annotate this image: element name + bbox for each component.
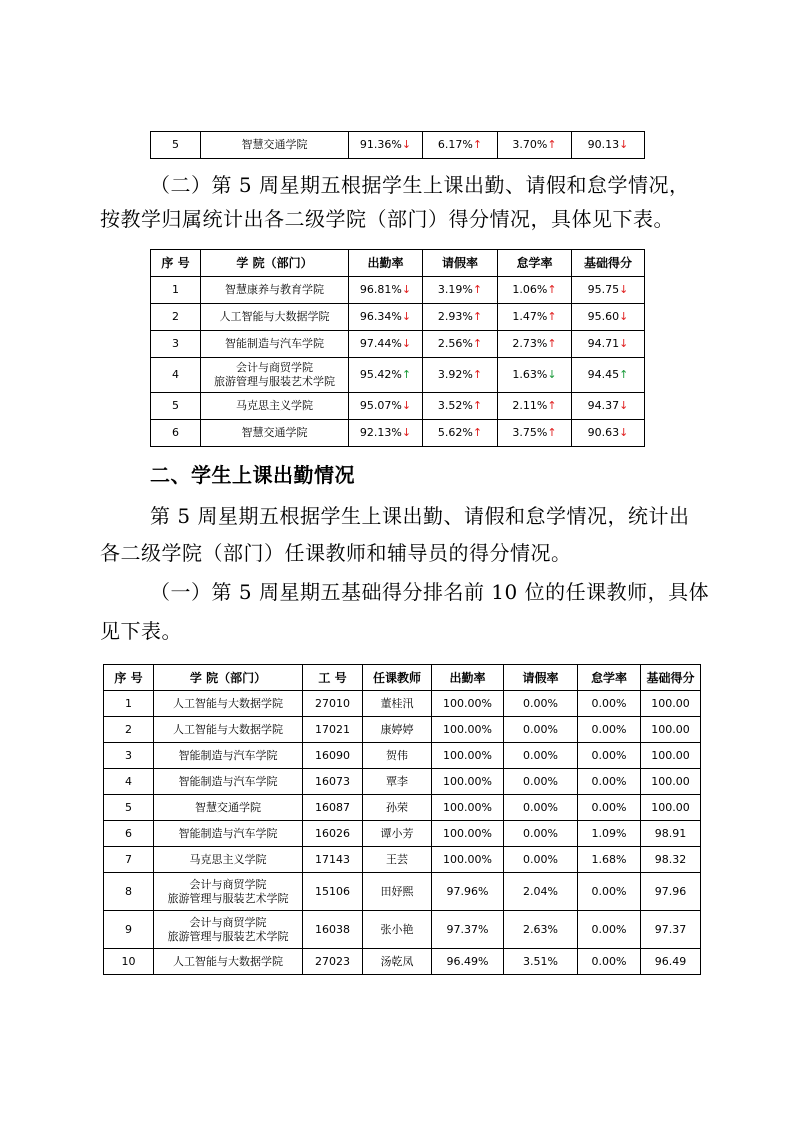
cell-truancy: 1.68% [578, 847, 641, 873]
teacher-score-table [103, 664, 701, 975]
cell-no: 1 [104, 691, 154, 717]
arrow-icon: ↓ [401, 310, 412, 323]
cell-truancy-value: 1.63% [512, 368, 548, 381]
cell-attendance-value: 97.44% [359, 337, 402, 350]
paragraph-teacher-intro-cont [100, 538, 572, 568]
cell-id: 17143 [303, 847, 363, 873]
cell-score: 98.32 [641, 847, 701, 873]
college-name-line: 旅游管理与服装艺术学院 [167, 891, 289, 905]
cell-id: 16038 [303, 911, 363, 949]
cell-no: 7 [104, 847, 154, 873]
cell-attendance: 100.00% [432, 717, 504, 743]
paragraph-line: 见下表。 [100, 619, 182, 643]
cell-score [572, 358, 645, 393]
cell-truancy: 0.00% [578, 743, 641, 769]
cell-no: 5 [104, 795, 154, 821]
table-row [151, 277, 645, 304]
cell-college [154, 743, 303, 769]
arrow-icon: ↑ [472, 368, 483, 381]
arrow-icon: ↑ [472, 310, 483, 323]
arrow-icon: ↑ [547, 283, 557, 296]
arrow-icon: ↓ [619, 426, 629, 439]
paragraph-top10 [150, 577, 709, 607]
cell-truancy-value: 1.47% [512, 310, 548, 323]
arrow-icon: ↑ [547, 138, 557, 151]
cell-no: 5 [151, 132, 201, 159]
arrow-icon: ↑ [547, 399, 557, 412]
cell-truancy: 0.00% [578, 691, 641, 717]
cell-no: 2 [104, 717, 154, 743]
arrow-icon: ↑ [619, 368, 629, 381]
cell-truancy [498, 420, 572, 447]
cell-leave: 3.51% [504, 949, 578, 975]
cell-no: 9 [104, 911, 154, 949]
cell-id: 16026 [303, 821, 363, 847]
college-name-line: 智慧康养与教育学院 [225, 283, 324, 296]
cell-attendance: 100.00% [432, 847, 504, 873]
paragraph-college-scores-cont [100, 204, 674, 234]
arrow-icon: ↓ [401, 426, 412, 439]
cell-score: 100.00 [641, 795, 701, 821]
table-row [104, 743, 701, 769]
cell-id: 27010 [303, 691, 363, 717]
table-row [151, 331, 645, 358]
header-leave: 请假率 [423, 250, 498, 277]
cell-leave [423, 304, 498, 331]
cell-id: 16073 [303, 769, 363, 795]
table-row [104, 911, 701, 949]
table-row [151, 358, 645, 393]
cell-no: 6 [151, 420, 201, 447]
cell-attendance-value: 91.36% [359, 138, 402, 151]
cell-college [154, 691, 303, 717]
cell-attendance-value: 92.13% [359, 426, 402, 439]
paragraph-line: 按教学归属统计出各二级学院（部门）得分情况，具体见下表。 [100, 207, 674, 231]
cell-leave: 0.00% [504, 717, 578, 743]
cell-no: 4 [151, 358, 201, 393]
cell-teacher: 王芸 [363, 847, 432, 873]
arrow-icon: ↑ [547, 310, 557, 323]
cell-leave: 0.00% [504, 769, 578, 795]
cell-truancy [498, 132, 572, 159]
header-leave: 请假率 [504, 665, 578, 691]
cell-attendance [349, 393, 423, 420]
arrow-icon: ↑ [472, 337, 483, 350]
cell-score [572, 331, 645, 358]
cell-id: 16090 [303, 743, 363, 769]
cell-attendance: 100.00% [432, 795, 504, 821]
cell-no: 6 [104, 821, 154, 847]
cell-id: 15106 [303, 873, 363, 911]
table-row [104, 691, 701, 717]
cell-teacher: 孙荣 [363, 795, 432, 821]
header-college: 学 院（部门） [154, 665, 303, 691]
cell-attendance: 100.00% [432, 769, 504, 795]
cell-score: 100.00 [641, 743, 701, 769]
cell-attendance: 96.49% [432, 949, 504, 975]
table-row [104, 795, 701, 821]
cell-attendance: 97.37% [432, 911, 504, 949]
cell-score [572, 277, 645, 304]
paragraph-line: 第 5 周星期五根据学生上课出勤、请假和怠学情况，统计出 [150, 504, 690, 528]
cell-no: 3 [104, 743, 154, 769]
cell-leave: 0.00% [504, 847, 578, 873]
cell-teacher: 田妤熙 [363, 873, 432, 911]
paragraph-top10-cont [100, 616, 182, 646]
cell-leave-value: 2.93% [437, 310, 473, 323]
college-name-line: 会计与商贸学院 [189, 877, 267, 891]
cell-college [201, 393, 349, 420]
cell-score [572, 393, 645, 420]
arrow-icon: ↓ [401, 399, 412, 412]
college-name-line: 会计与商贸学院 [189, 915, 267, 929]
table-row [151, 393, 645, 420]
college-name-line: 智慧交通学院 [195, 800, 261, 814]
paragraph-line: （一）第 5 周星期五基础得分排名前 10 位的任课教师，具体 [150, 580, 710, 604]
cell-teacher: 董桂汛 [363, 691, 432, 717]
cell-score: 96.49 [641, 949, 701, 975]
table-row [104, 717, 701, 743]
cell-score-value: 95.60 [587, 310, 620, 323]
arrow-icon: ↑ [472, 138, 483, 151]
cell-no: 2 [151, 304, 201, 331]
cell-score-value: 90.13 [587, 138, 620, 151]
cell-leave: 0.00% [504, 691, 578, 717]
cell-truancy-value: 1.06% [512, 283, 548, 296]
cell-teacher: 康婷婷 [363, 717, 432, 743]
cell-leave-value: 6.17% [437, 138, 473, 151]
cell-score-value: 94.45 [587, 368, 620, 381]
header-score: 基础得分 [641, 665, 701, 691]
college-name-line: 马克思主义学院 [236, 399, 313, 412]
college-name-line: 人工智能与大数据学院 [173, 954, 283, 968]
cell-attendance [349, 331, 423, 358]
arrow-icon: ↑ [472, 399, 483, 412]
cell-id: 27023 [303, 949, 363, 975]
cell-truancy: 0.00% [578, 717, 641, 743]
cell-score-value: 94.37 [587, 399, 620, 412]
cell-attendance: 100.00% [432, 691, 504, 717]
arrow-icon: ↓ [619, 337, 629, 350]
table-row [151, 132, 645, 159]
arrow-icon: ↓ [401, 283, 412, 296]
cell-leave [423, 420, 498, 447]
top-partial-table [150, 131, 645, 159]
cell-leave [423, 331, 498, 358]
cell-no: 4 [104, 769, 154, 795]
arrow-icon: ↑ [547, 426, 557, 439]
cell-leave: 0.00% [504, 795, 578, 821]
cell-score [572, 304, 645, 331]
cell-score: 100.00 [641, 717, 701, 743]
cell-truancy-value: 2.73% [512, 337, 548, 350]
cell-score [572, 420, 645, 447]
cell-truancy-value: 3.75% [512, 426, 548, 439]
table-row [104, 769, 701, 795]
cell-leave [423, 132, 498, 159]
college-score-table [150, 249, 645, 447]
paragraph-college-scores [150, 170, 689, 200]
cell-truancy [498, 304, 572, 331]
header-attendance: 出勤率 [432, 665, 504, 691]
college-name-line: 智能制造与汽车学院 [178, 774, 278, 788]
cell-no: 1 [151, 277, 201, 304]
cell-truancy [498, 358, 572, 393]
college-name-line: 智能制造与汽车学院 [178, 748, 278, 762]
college-name-line: 旅游管理与服装艺术学院 [214, 375, 335, 388]
paragraph-line: （二）第 5 周星期五根据学生上课出勤、请假和怠学情况， [150, 173, 690, 197]
arrow-icon: ↓ [619, 399, 629, 412]
arrow-icon: ↓ [547, 368, 557, 381]
cell-score: 97.96 [641, 873, 701, 911]
cell-attendance-value: 96.81% [359, 283, 402, 296]
cell-truancy: 0.00% [578, 795, 641, 821]
cell-college [154, 717, 303, 743]
arrow-icon: ↓ [619, 138, 629, 151]
college-name-line: 人工智能与大数据学院 [219, 310, 330, 323]
cell-score: 98.91 [641, 821, 701, 847]
header-truancy: 怠学率 [578, 665, 641, 691]
cell-attendance [349, 304, 423, 331]
cell-college [154, 795, 303, 821]
cell-no: 8 [104, 873, 154, 911]
cell-no: 5 [151, 393, 201, 420]
arrow-icon: ↑ [472, 426, 483, 439]
header-truancy: 怠学率 [498, 250, 572, 277]
cell-attendance: 97.96% [432, 873, 504, 911]
table-row [104, 821, 701, 847]
college-name-line: 人工智能与大数据学院 [173, 696, 283, 710]
cell-leave [423, 393, 498, 420]
college-name-line: 马克思主义学院 [189, 852, 267, 866]
cell-leave: 0.00% [504, 743, 578, 769]
header-id: 工 号 [303, 665, 363, 691]
cell-score [572, 132, 645, 159]
paragraph-line: 各二级学院（部门）任课教师和辅导员的得分情况。 [100, 541, 572, 565]
arrow-icon: ↑ [401, 368, 412, 381]
cell-college [154, 911, 303, 949]
arrow-icon: ↓ [401, 138, 412, 151]
cell-leave [423, 358, 498, 393]
header-attendance: 出勤率 [349, 250, 423, 277]
cell-leave: 2.63% [504, 911, 578, 949]
cell-truancy-value: 3.70% [512, 138, 548, 151]
cell-truancy: 1.09% [578, 821, 641, 847]
college-name-line: 会计与商贸学院 [236, 361, 313, 374]
cell-leave-value: 3.92% [437, 368, 473, 381]
cell-college [201, 331, 349, 358]
arrow-icon: ↓ [619, 310, 629, 323]
college-name-line: 人工智能与大数据学院 [173, 722, 283, 736]
cell-attendance [349, 358, 423, 393]
cell-attendance: 100.00% [432, 743, 504, 769]
header-no: 序 号 [151, 250, 201, 277]
table-row [104, 873, 701, 911]
cell-truancy: 0.00% [578, 949, 641, 975]
college-name-line: 智能制造与汽车学院 [178, 826, 278, 840]
cell-attendance-value: 95.42% [359, 368, 402, 381]
cell-leave: 0.00% [504, 821, 578, 847]
header-college: 学 院（部门） [201, 250, 349, 277]
college-name-line: 智慧交通学院 [241, 426, 308, 439]
cell-attendance-value: 95.07% [359, 399, 402, 412]
college-name-line: 旅游管理与服装艺术学院 [167, 929, 289, 943]
cell-leave-value: 3.19% [437, 283, 473, 296]
cell-college [201, 420, 349, 447]
cell-attendance-value: 96.34% [359, 310, 402, 323]
cell-teacher: 覃李 [363, 769, 432, 795]
arrow-icon: ↓ [619, 283, 629, 296]
cell-leave-value: 3.52% [437, 399, 473, 412]
table-row [104, 847, 701, 873]
cell-no: 10 [104, 949, 154, 975]
cell-leave-value: 5.62% [437, 426, 473, 439]
cell-teacher: 张小艳 [363, 911, 432, 949]
table-row [151, 304, 645, 331]
cell-college [154, 949, 303, 975]
arrow-icon: ↓ [401, 337, 412, 350]
cell-truancy: 0.00% [578, 769, 641, 795]
header-no: 序 号 [104, 665, 154, 691]
cell-college [201, 358, 349, 393]
cell-score-value: 90.63 [587, 426, 620, 439]
cell-teacher: 汤乾凤 [363, 949, 432, 975]
section-heading: 二、学生上课出勤情况 [150, 463, 355, 487]
college-name-line: 智慧交通学院 [241, 138, 308, 151]
cell-teacher: 贺伟 [363, 743, 432, 769]
header-score: 基础得分 [572, 250, 645, 277]
cell-leave [423, 277, 498, 304]
table-row [151, 420, 645, 447]
cell-attendance [349, 277, 423, 304]
arrow-icon: ↑ [472, 283, 483, 296]
cell-score: 100.00 [641, 691, 701, 717]
cell-college [154, 873, 303, 911]
cell-attendance [349, 132, 423, 159]
cell-attendance [349, 420, 423, 447]
cell-college [201, 277, 349, 304]
cell-leave: 2.04% [504, 873, 578, 911]
cell-college [154, 821, 303, 847]
cell-truancy [498, 331, 572, 358]
cell-score-value: 95.75 [587, 283, 620, 296]
cell-teacher: 谭小芳 [363, 821, 432, 847]
college-name-line: 智能制造与汽车学院 [225, 337, 324, 350]
cell-truancy [498, 393, 572, 420]
cell-truancy: 0.00% [578, 911, 641, 949]
cell-score-value: 94.71 [587, 337, 620, 350]
cell-college [154, 847, 303, 873]
paragraph-teacher-intro [150, 501, 689, 531]
cell-score: 100.00 [641, 769, 701, 795]
cell-id: 17021 [303, 717, 363, 743]
cell-truancy: 0.00% [578, 873, 641, 911]
cell-attendance: 100.00% [432, 821, 504, 847]
cell-college [154, 769, 303, 795]
cell-id: 16087 [303, 795, 363, 821]
cell-truancy [498, 277, 572, 304]
cell-score: 97.37 [641, 911, 701, 949]
cell-college [201, 132, 349, 159]
cell-college [201, 304, 349, 331]
table-row [104, 949, 701, 975]
header-teacher: 任课教师 [363, 665, 432, 691]
cell-truancy-value: 2.11% [512, 399, 548, 412]
cell-no: 3 [151, 331, 201, 358]
arrow-icon: ↑ [547, 337, 557, 350]
cell-leave-value: 2.56% [437, 337, 473, 350]
